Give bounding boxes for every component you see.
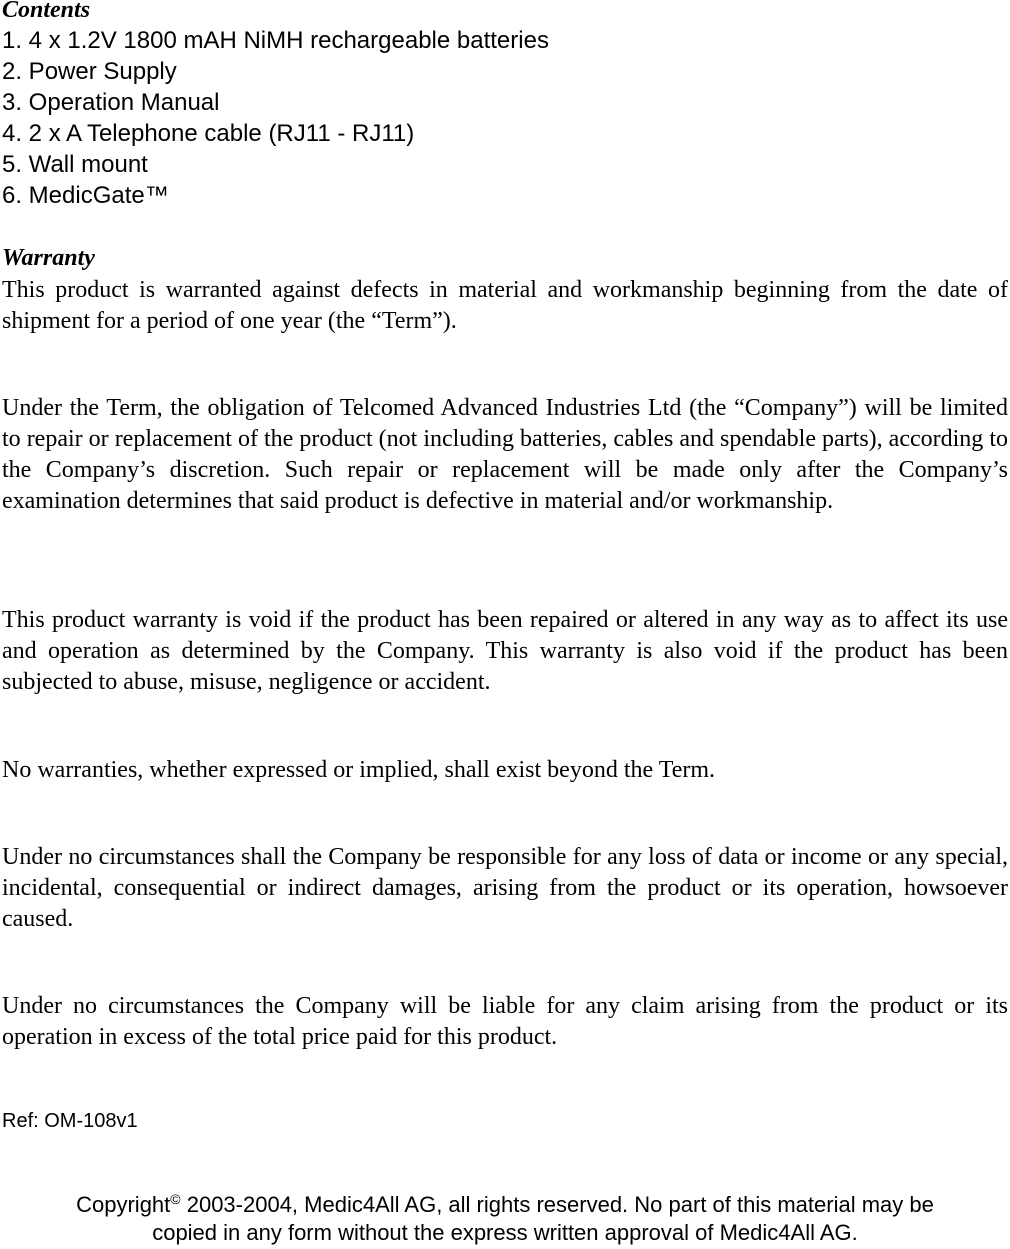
- copyright-symbol: ©: [170, 1191, 181, 1207]
- warranty-paragraph-no-warranties: No warranties, whether expressed or implied, shall exist beyond the Term.: [2, 757, 716, 783]
- copyright-notice: [2, 1191, 1008, 1247]
- copyright-line2: copied in any form without the express written approval of Medic4All AG.: [152, 1220, 858, 1245]
- contents-item: 2. Power Supply: [2, 58, 177, 85]
- warranty-paragraph-void: This product warranty is void if the product has been repaired or altered in any way as to affect its use and operation as determined by the Company. This warranty is also void if the product has been subjected to abuse, misuse, negligence or accident.: [2, 607, 1008, 695]
- contents-item: 3. Operation Manual: [2, 89, 220, 116]
- warranty-paragraph-liability-loss: Under no circumstances shall the Company be responsible for any loss of data or income or any special, incidental, consequential or indirect damages, arising from the product or its operation, howsoever caused.: [2, 844, 1008, 932]
- warranty-paragraph-liability-limit: Under no circumstances the Company will be liable for any claim arising from the product or its operation in excess of the total price paid for this product.: [2, 993, 1008, 1050]
- warranty-heading: Warranty: [2, 245, 95, 271]
- contents-item: 5. Wall mount: [2, 151, 148, 178]
- contents-list: [2, 25, 549, 211]
- copyright-prefix: Copyright: [76, 1192, 171, 1217]
- document-reference: Ref: OM-108v1: [2, 1110, 138, 1132]
- warranty-paragraph-term: This product is warranted against defects in material and workmanship beginning from the date of shipment for a period of one year (the “Term”).: [2, 277, 1008, 334]
- contents-item: 6. MedicGate™: [2, 182, 169, 209]
- copyright-line1: 2003-2004, Medic4All AG, all rights reserved. No part of this material may be: [180, 1192, 934, 1217]
- warranty-paragraph-obligation: Under the Term, the obligation of Telcomed Advanced Industries Ltd (the “Company”) will be limited to repair or replacement of the product (not including batteries, cables and spendable parts), according to the Company’s discretion. Such repair or replacement will be made only after the Company’s examination determines that said product is defective in material and/or workmanship.: [2, 395, 1008, 514]
- contents-heading: Contents: [2, 0, 91, 23]
- contents-item: 4. 2 x A Telephone cable (RJ11 - RJ11): [2, 120, 415, 147]
- contents-item: 1. 4 x 1.2V 1800 mAH NiMH rechargeable batteries: [2, 27, 549, 54]
